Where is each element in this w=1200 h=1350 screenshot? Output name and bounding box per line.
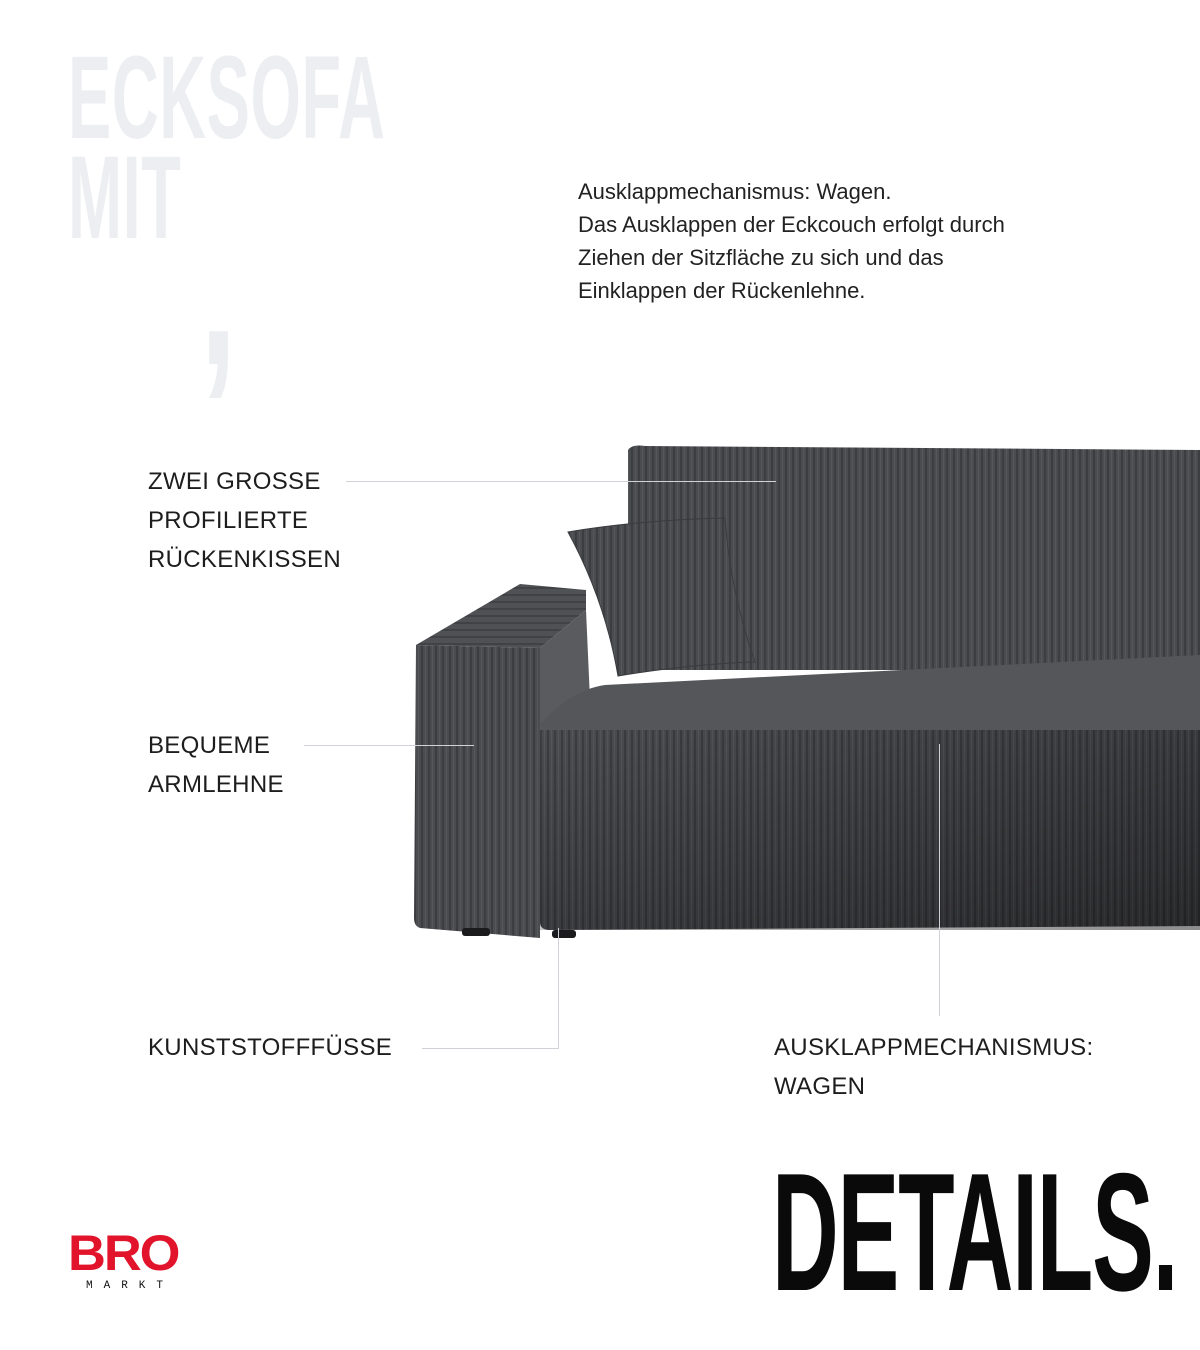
sofa-pillow — [568, 518, 755, 676]
label-cushions — [148, 462, 341, 579]
details-headline: DETAILS. — [772, 1138, 1178, 1326]
logo-sub: MARKT — [86, 1280, 175, 1292]
leader-line-cushions — [346, 481, 776, 482]
description-line: Einklappen der Rückenlehne. — [578, 278, 866, 303]
label-feet — [148, 1028, 392, 1067]
description-line: Ziehen der Sitzfläche zu sich und das — [578, 245, 944, 270]
label-armrest — [148, 726, 284, 804]
leader-line-mechanism — [939, 744, 940, 1016]
label-mechanism — [774, 1028, 1093, 1106]
leader-line-armrest — [304, 745, 474, 746]
description — [578, 175, 1138, 307]
leader-line-feet-h — [422, 1048, 559, 1049]
sofa-illustration — [400, 440, 1200, 960]
label-line: KUNSTSTOFFFÜSSE — [148, 1034, 393, 1061]
hero-line-2: MIT — [68, 132, 182, 264]
logo-word: BRO — [68, 1225, 179, 1281]
label-line: WAGEN — [774, 1073, 866, 1100]
hero-comma: , — [200, 165, 237, 411]
sofa-foot — [552, 930, 576, 938]
description-line: Ausklappmechanismus: Wagen. — [578, 179, 892, 204]
label-line: AUSKLAPPMECHANISMUS: — [774, 1034, 1094, 1061]
leader-line-feet-v — [558, 928, 559, 1049]
sofa-foot — [462, 928, 490, 936]
hero-line-1: ECKSOFA — [68, 32, 386, 164]
description-line: Das Ausklappen der Eckcouch erfolgt durch — [578, 212, 1005, 237]
label-line: ZWEI GROSSE — [148, 468, 321, 495]
label-line: ARMLEHNE — [148, 771, 284, 798]
label-line: BEQUEME — [148, 732, 271, 759]
sofa-armrest-side — [414, 645, 540, 938]
label-line: RÜCKENKISSEN — [148, 546, 341, 573]
bro-markt-logo — [68, 1225, 179, 1292]
label-line: PROFILIERTE — [148, 507, 309, 534]
